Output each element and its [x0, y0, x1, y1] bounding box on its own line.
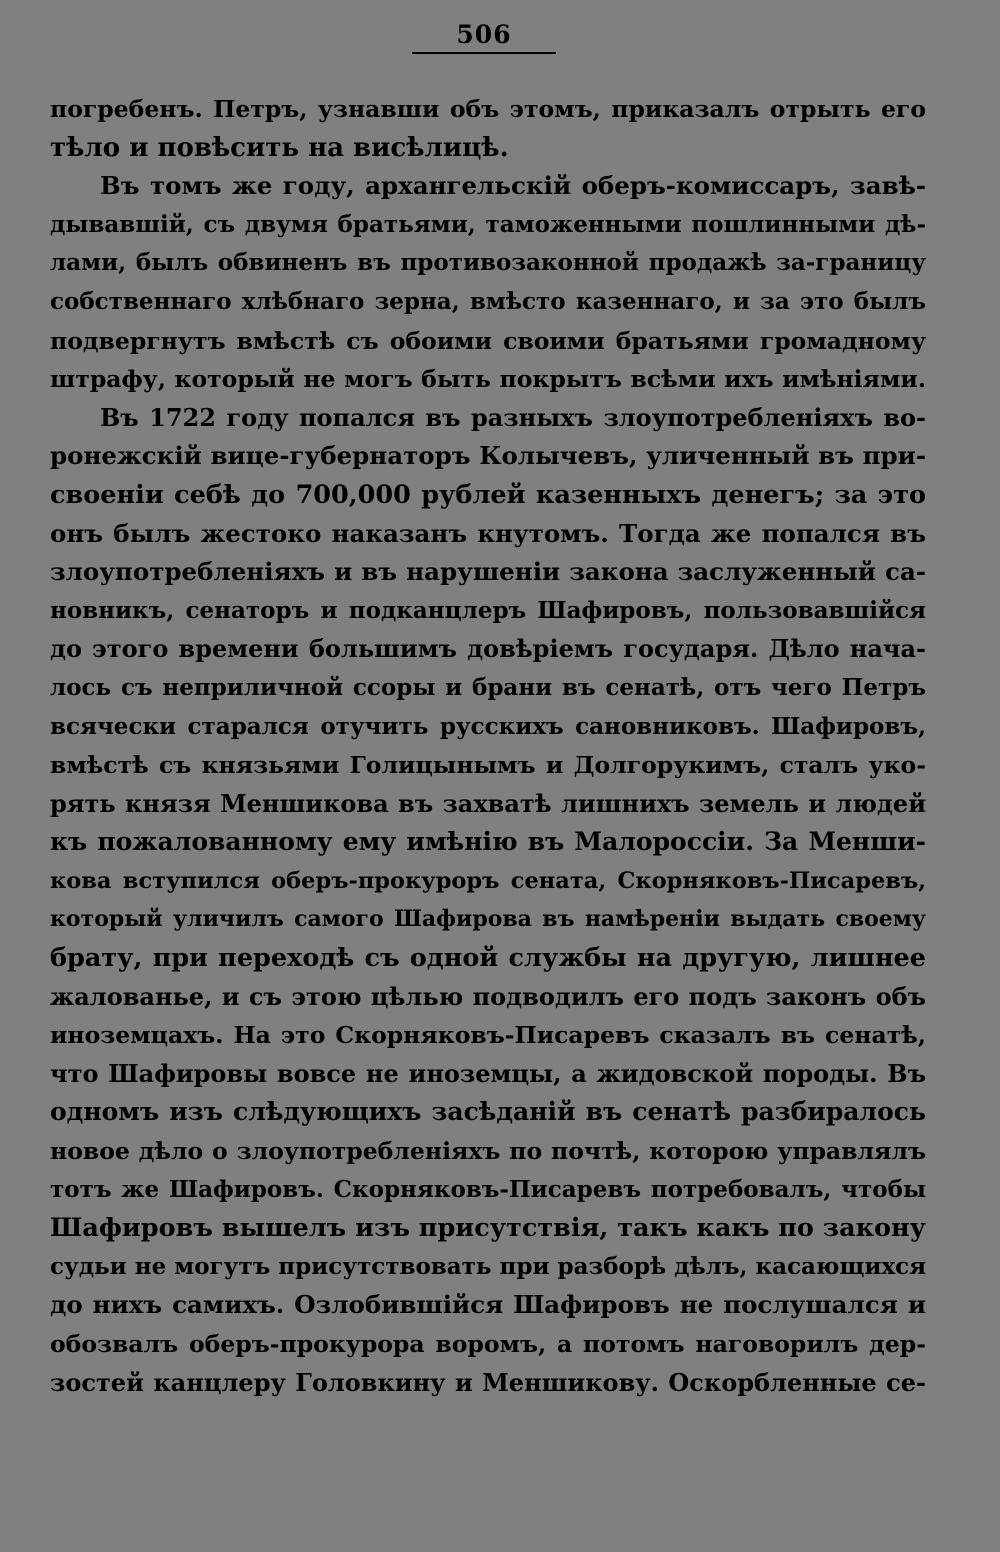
page-number-rule — [412, 52, 556, 54]
text-line: новое дѣло о злоупотребленіяхъ по почтѣ, которою управлялъ — [50, 1137, 926, 1166]
text-line: своеніи себѣ до 700,000 рублей казенныхъ денегъ; за это — [50, 479, 926, 510]
text-line: вмѣстѣ съ князьями Голицынымъ и Долгорукимъ, сталъ уко- — [50, 751, 926, 780]
text-line: рять князя Меншикова въ захватѣ лишнихъ земель и людей — [50, 788, 926, 818]
text-line: Въ 1722 году попался въ разныхъ злоупотребленіяхъ во- — [100, 402, 926, 432]
text-line: собственнаго хлѣбнаго зерна, вмѣсто казеннаго, и за это былъ — [50, 287, 926, 315]
text-line: всячески старался отучить русскихъ сановниковъ. Шафировъ, — [50, 712, 926, 740]
text-line: новникъ, сенаторъ и подканцлеръ Шафировъ, пользовавшійся — [50, 596, 926, 624]
text-line: подвергнутъ вмѣстѣ съ обоими своими братьями громадному — [50, 326, 926, 355]
text-line: до этого времени большимъ довѣріемъ государя. Дѣло нача- — [50, 634, 926, 664]
text-line: лось съ неприличной ссоры и брани въ сенатѣ, отъ чего Петръ — [50, 673, 926, 701]
text-line: Въ томъ же году, архангельскій оберъ-комиссаръ, завѣ- — [100, 171, 926, 201]
text-line: штрафу, который не могъ быть покрытъ всѣми ихъ имѣніями. — [50, 365, 926, 394]
text-line: до нихъ самихъ. Озлобившійся Шафировъ не послушался и — [50, 1290, 926, 1320]
text-line: одномъ изъ слѣдующихъ засѣданій въ сенатѣ разбиралось — [50, 1097, 926, 1127]
text-line: тотъ же Шафировъ. Скорняковъ-Писаревъ потребовалъ, чтобы — [50, 1175, 926, 1203]
text-line: ронежскій вице-губернаторъ Колычевъ, уличенный въ при- — [50, 441, 926, 471]
page-number: 506 — [456, 20, 512, 49]
text-line: онъ былъ жестоко наказанъ кнутомъ. Тогда же попался въ — [50, 518, 926, 548]
text-line: тѣло и повѣсить на висѣлицѣ. — [50, 132, 509, 163]
body-text — [50, 90, 926, 1402]
text-line: иноземцахъ. На это Скорняковъ-Писаревъ сказалъ въ сенатѣ, — [50, 1021, 926, 1050]
text-line: жалованье, и съ этою цѣлью подводилъ его подъ законъ объ — [50, 981, 926, 1011]
text-line: къ пожалованному ему имѣнію въ Малороссіи. За Менши- — [50, 827, 926, 857]
text-line: злоупотребленіяхъ и въ нарушеніи закона заслуженный са- — [50, 557, 926, 587]
text-line: судьи не могутъ присутствовать при разборѣ дѣлъ, касающихся — [50, 1252, 927, 1280]
text-line: который уличилъ самого Шафирова въ намѣреніи выдать своему — [50, 906, 926, 933]
text-line: зостей канцлеру Головкину и Меншикову. Оскорбленные се- — [50, 1367, 926, 1397]
text-line: лами, былъ обвиненъ въ противозаконной продажѣ за-границу — [50, 249, 926, 277]
text-line: Шафировъ вышелъ изъ присутствія, такъ какъ по закону — [50, 1213, 926, 1244]
text-line: обозвалъ оберъ-прокурора воромъ, а потомъ наговорилъ дер- — [50, 1330, 926, 1358]
text-line: брату, при переходѣ съ одной службы на другую, лишнее — [50, 943, 926, 974]
text-line: погребенъ. Петръ, узнавши объ этомъ, приказалъ отрыть его — [50, 95, 926, 123]
text-line: что Шафировы вовсе не иноземцы, а жидовской породы. Въ — [50, 1058, 926, 1088]
text-line: кова вступился оберъ-прокуроръ сената, Скорняковъ-Писаревъ, — [50, 867, 926, 894]
text-line: дывавшій, съ двумя братьями, таможенными пошлинными дѣ- — [50, 210, 926, 238]
